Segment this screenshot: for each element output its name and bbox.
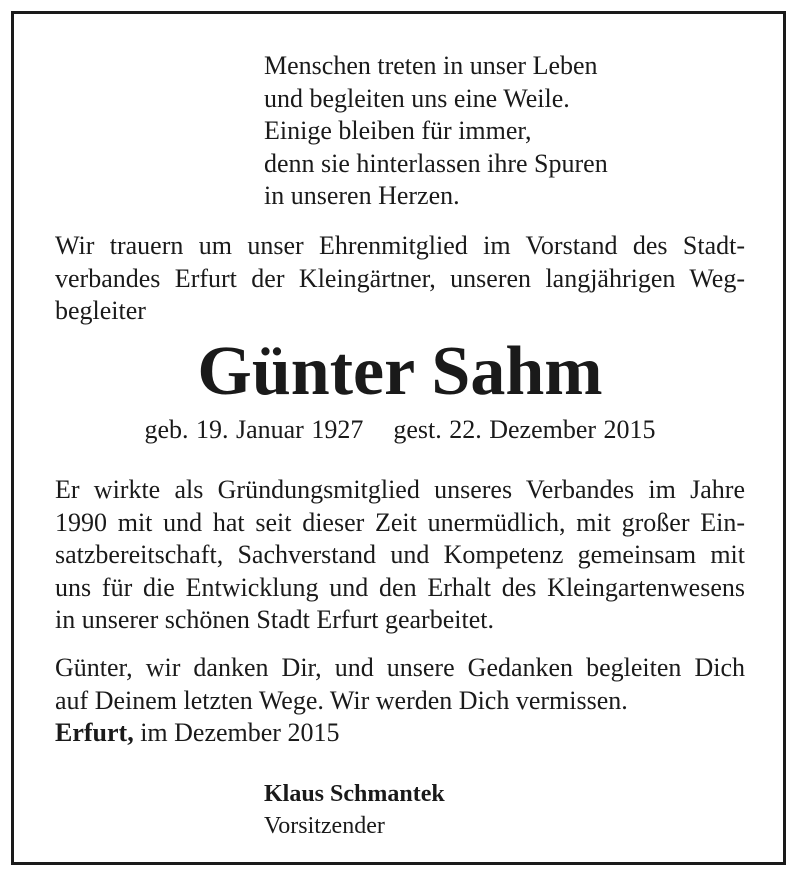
deceased-name: Günter Sahm [197, 333, 603, 410]
signatory-title: Vorsitzender [264, 813, 385, 839]
tribute-line: Er wirkte als Gründungsmitglied unseres Verbandes im Jahre [55, 475, 745, 504]
signatory-name: Klaus Schmantek [264, 781, 445, 807]
poem-line: Einige bleiben für immer, [264, 116, 532, 145]
place: Erfurt, [55, 718, 134, 747]
date: im Dezember 2015 [140, 718, 340, 747]
poem-line: denn sie hinterlassen ihre Spuren [264, 148, 608, 178]
tribute-line: uns für die Entwicklung und den Erhalt des Kleingartenwesens [55, 572, 745, 602]
tribute-line: in unserer schönen Stadt Erfurt gearbeitet. [55, 605, 494, 634]
tribute-line: 1990 mit und hat seit dieser Zeit unermüdlich, mit großer Ein- [55, 507, 745, 537]
place-date-line [55, 717, 745, 750]
life-dates [0, 414, 800, 446]
thanks-line: Günter, wir danken Dir, und unsere Gedanken begleiten Dich [55, 653, 745, 682]
death-date: gest. 22. Dezember 2015 [393, 415, 656, 444]
tribute-line: satzbereitschaft, Sachverstand und Kompetenz gemeinsam mit [55, 540, 745, 569]
intro-paragraph [55, 230, 745, 328]
poem-line: in unseren Herzen. [264, 181, 460, 210]
tribute-paragraph [55, 474, 745, 637]
birth-date: geb. 19. Januar 1927 [144, 415, 364, 444]
thanks-paragraph [55, 652, 745, 750]
intro-line: begleiter [55, 296, 146, 325]
intro-line: verbandes Erfurt der Kleingärtner, unseren langjährigen Weg- [55, 263, 745, 293]
intro-line: Wir trauern um unser Ehrenmitglied im Vorstand des Stadt- [55, 231, 745, 260]
thanks-line: auf Deinem letzten Wege. Wir werden Dich vermissen. [55, 685, 628, 715]
signature-block [264, 778, 445, 842]
poem-line: und begleiten uns eine Weile. [264, 83, 570, 113]
memorial-poem [264, 50, 608, 213]
poem-line: Menschen treten in unser Leben [264, 51, 598, 80]
